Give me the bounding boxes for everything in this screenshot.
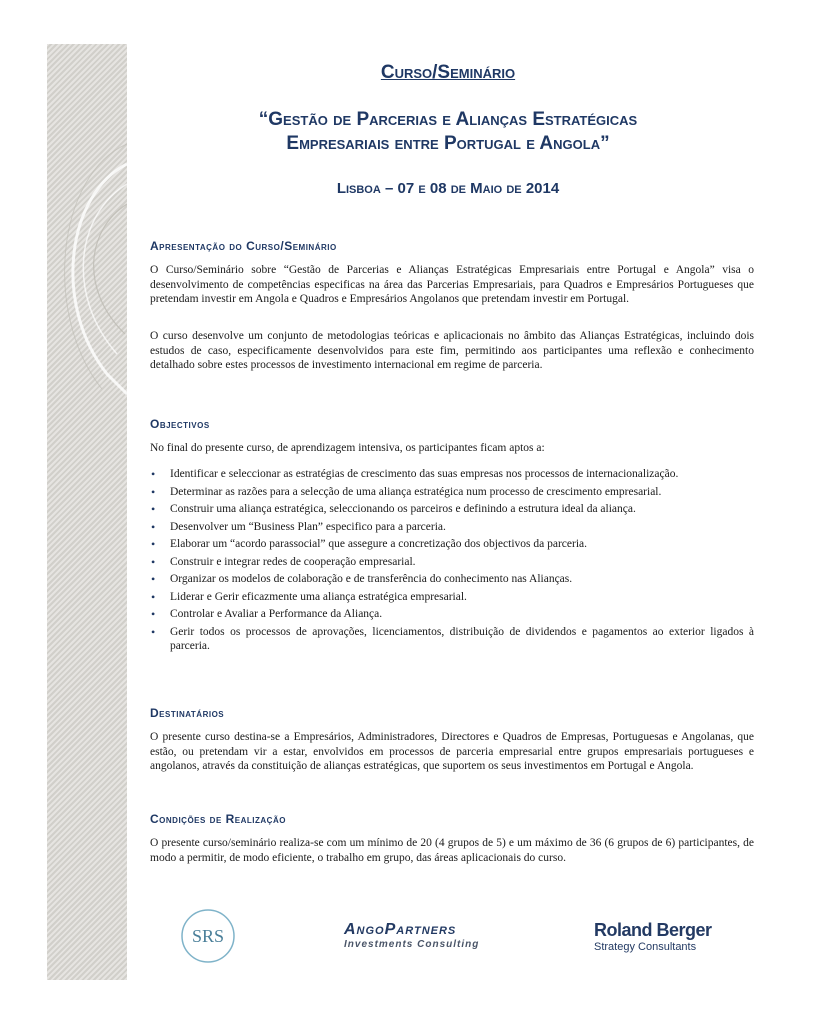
bullet-icon: • (151, 484, 156, 499)
subtitle-line-2: Empresariais entre Portugal e Angola” (286, 133, 610, 154)
list-item-text: Desenvolver um “Business Plan” especifico para a parceria. (170, 520, 446, 533)
list-item-text: Identificar e seleccionar as estratégias de crescimento das suas empresas nos processos de internacionalização. (170, 468, 679, 480)
event-date: Lisboa – 07 e 08 de Maio de 2014 (336, 180, 560, 197)
list-item-text: Liderar e Gerir eficazmente uma aliança estratégica empresarial. (170, 590, 467, 603)
objectives-list (150, 467, 754, 657)
bullet-icon: • (151, 502, 156, 516)
section-heading-objectives: Objectivos (150, 417, 210, 431)
document-title: Curso/Seminário (380, 62, 516, 83)
rolandberger-name: Roland Berger (594, 920, 712, 940)
conditions-paragraph: O presente curso/seminário realiza-se com um mínimo de 20 (4 grupos de 5) e um máximo de 36 (6 grupos de 6) participantes, de modo a permitir, de modo eficiente, o trabalho em grupo, das áreas aplicacionais do curso. (150, 837, 754, 864)
bullet-icon: • (151, 554, 156, 569)
bullet-icon: • (151, 572, 156, 586)
subtitle-line-1: “Gestão de Parcerias e Alianças Estratégicas (258, 109, 638, 130)
rolandberger-tagline: Strategy Consultants (594, 941, 697, 953)
decorative-sidebar (47, 44, 127, 980)
srs-logo-text: SRS (191, 926, 225, 946)
list-item (150, 467, 754, 482)
srs-logo (178, 906, 238, 966)
list-item-text: Gerir todos os processos de aprovações, licenciamentos, distribuição de dividendos e pagamentos ao exterior ligados à parceria. (170, 625, 754, 652)
bullet-icon: • (151, 607, 156, 621)
angopartners-name: AngoPartners (344, 921, 457, 938)
list-item (150, 607, 754, 622)
presentation-paragraph-2: O curso desenvolve um conjunto de metodologias teóricas e aplicacionais no âmbito das Alianças Estratégicas, incluindo dois estudos de caso, especificamente desenvolvidos para este fim, permitindo aos participantes uma reflexão e conhecimento detalhado sobre estes processos de investimento internacional em regime de parceria. (150, 330, 754, 371)
srs-emblem-icon (178, 906, 238, 966)
bullet-icon: • (151, 537, 156, 551)
section-heading-audience: Destinatários (150, 706, 225, 720)
section-heading-conditions: Condições de Realização (150, 812, 286, 826)
list-item (150, 502, 754, 517)
presentation-paragraph-1: O Curso/Seminário sobre “Gestão de Parcerias e Alianças Estratégicas Empresariais entre Portugal e Angola” visa o desenvolvimento de competências especificas na área das Parcerias Empresariais, para Quadros e Empresários Portugueses que pretendam investir em Angola e Quadros e Empresários Angolanos que pretendam investir em Portugal. (150, 264, 754, 305)
objectives-intro: No final do presente curso, de aprendizagem intensiva, os participantes ficam aptos a: (150, 442, 545, 454)
angopartners-logo (344, 921, 484, 950)
swirl-decoration (47, 44, 127, 980)
list-item-text: Organizar os modelos de colaboração e de transferência do conhecimento nas Alianças. (170, 573, 573, 585)
bullet-icon: • (151, 467, 156, 481)
section-heading-presentation: Apresentação do Curso/Seminário (150, 239, 337, 253)
list-item (150, 520, 754, 535)
document-subtitle (140, 108, 756, 156)
list-item-text: Controlar e Avaliar a Performance da Aliança. (170, 608, 383, 620)
bullet-icon: • (151, 589, 156, 604)
list-item (150, 625, 754, 654)
audience-paragraph: O presente curso destina-se a Empresários, Administradores, Directores e Quadros de Empresas, Portuguesas e Angolanas, que estão, ou pretendam vir a estar, envolvidos em processos de parceria empresarial entre grupos empresariais portugueses e angolanos, através da constituição de alianças estratégicas, que suportem os seus investimentos em Portugal e Angola. (150, 731, 754, 772)
bullet-icon: • (151, 624, 156, 639)
list-item-text: Determinar as razões para a selecção de uma aliança estratégica num processo de crescimento empresarial. (170, 485, 662, 498)
list-item-text: Construir e integrar redes de cooperação empresarial. (170, 555, 416, 568)
list-item (150, 537, 754, 552)
rolandberger-logo (594, 920, 724, 953)
list-item (150, 485, 754, 500)
bullet-icon: • (151, 519, 156, 534)
list-item-text: Construir uma aliança estratégica, seleccionando os parceiros e definindo a estrutura ideal da aliança. (170, 503, 636, 515)
list-item (150, 590, 754, 605)
list-item (150, 572, 754, 587)
list-item (150, 555, 754, 570)
list-item-text: Elaborar um “acordo parassocial” que assegure a concretização dos objectivos da parceria. (170, 538, 587, 550)
angopartners-tagline: Investments Consulting (344, 939, 480, 950)
